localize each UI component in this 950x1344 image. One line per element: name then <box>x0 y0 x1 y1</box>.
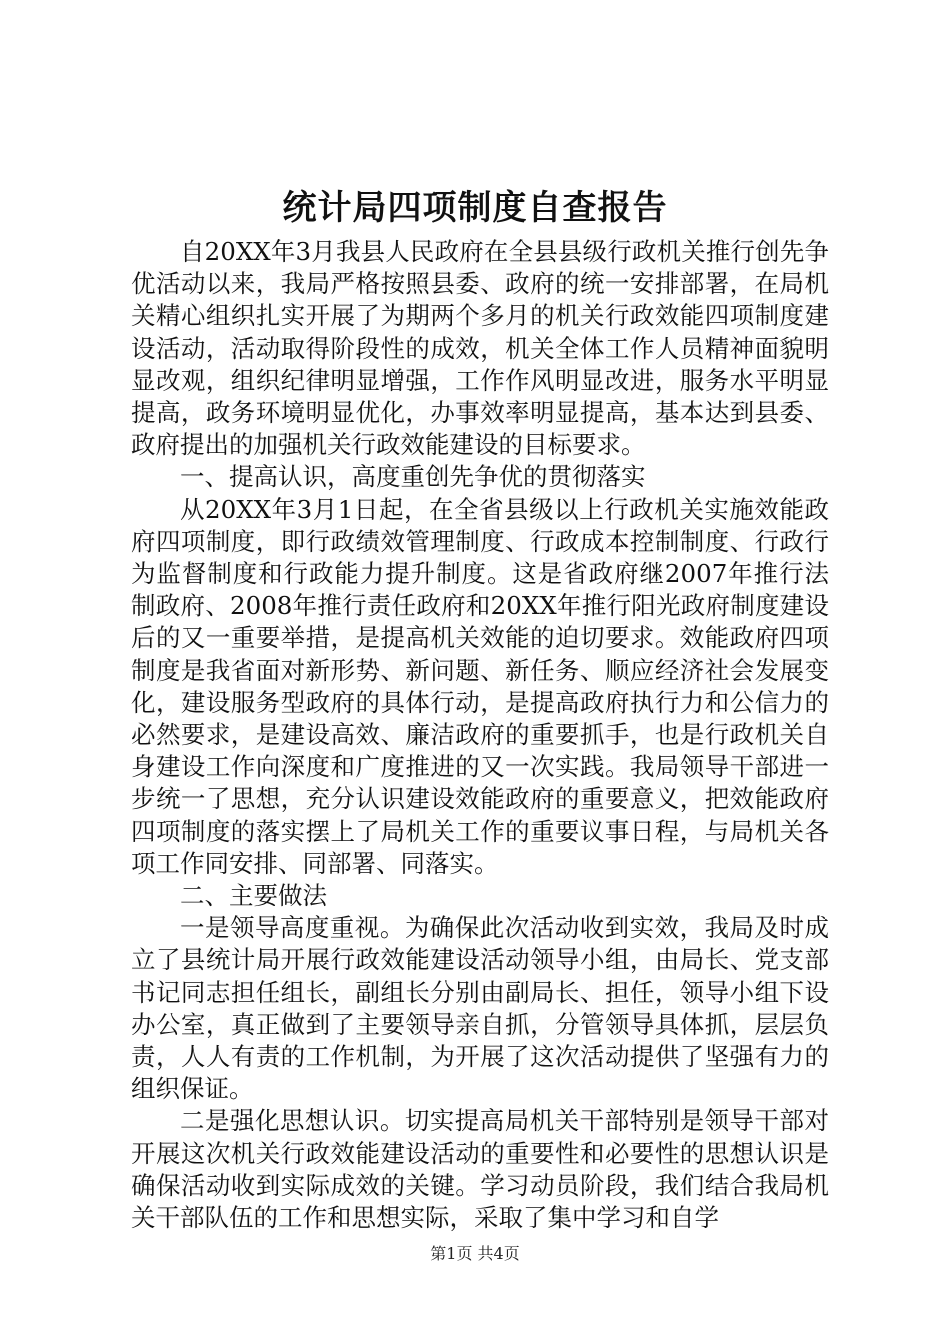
section-heading-2: 二、主要做法 <box>180 881 327 911</box>
page-footer: 第1页 共4页 <box>430 1244 520 1263</box>
paragraph-intro: 自20XX年3月我县人民政府在全县县级行政机关推行创先争优活动以来，我局严格按照县委、政府的统一安排部署，在局机关精心组织扎实开展了为期两个多月的机关行政效能四项制度建设活动，活动取得阶段性的成效，机关全体工作人员精神面貌明显改观，组织纪律明显增强，工作作风明显改进，服务水平明显提高，政务环境明显优化，办事效率明显提高，基本达到县委、政府提出的加强机关行政效能建设的目标要求。 <box>131 237 829 460</box>
document-body <box>131 236 829 1234</box>
paragraph-leadership: 一是领导高度重视。为确保此次活动收到实效，我局及时成立了县统计局开展行政效能建设活动领导小组，由局长、党支部书记同志担任组长，副组长分别由副局长、担任，领导小组下设办公室，真正做到了主要领导亲自抓，分管领导具体抓，层层负责，人人有责的工作机制，为开展了这次活动提供了坚强有力的组织保证。 <box>131 913 829 1104</box>
paragraph-section-1: 从20XX年3月1日起，在全省县级以上行政机关实施效能政府四项制度，即行政绩效管理制度、行政成本控制制度、行政行为监督制度和行政能力提升制度。这是省政府继2007年推行法制政府、2008年推行责任政府和20XX年推行阳光政府制度建设后的又一重要举措，是提高机关效能的迫切要求。效能政府四项制度是我省面对新形势、新问题、新任务、顺应经济社会发展变化，建设服务型政府的具体行动，是提高政府执行力和公信力的必然要求，是建设高效、廉洁政府的重要抓手，也是行政机关自身建设工作向深度和广度推进的又一次实践。我局领导干部进一步统一了思想，充分认识建设效能政府的重要意义，把效能政府四项制度的落实摆上了局机关工作的重要议事日程，与局机关各项工作同安排、同部署、同落实。 <box>131 494 829 878</box>
section-heading-1: 一、提高认识，高度重创先争优的贯彻落实 <box>180 462 646 492</box>
document-title: 统计局四项制度自查报告 <box>282 188 668 228</box>
paragraph-awareness: 二是强化思想认识。切实提高局机关干部特别是领导干部对开展这次机关行政效能建设活动的重要性和必要性的思想认识是确保活动收到实际成效的关键。学习动员阶段，我们结合我局机关干部队伍的工作和思想实际，采取了集中学习和自学 <box>131 1106 829 1233</box>
